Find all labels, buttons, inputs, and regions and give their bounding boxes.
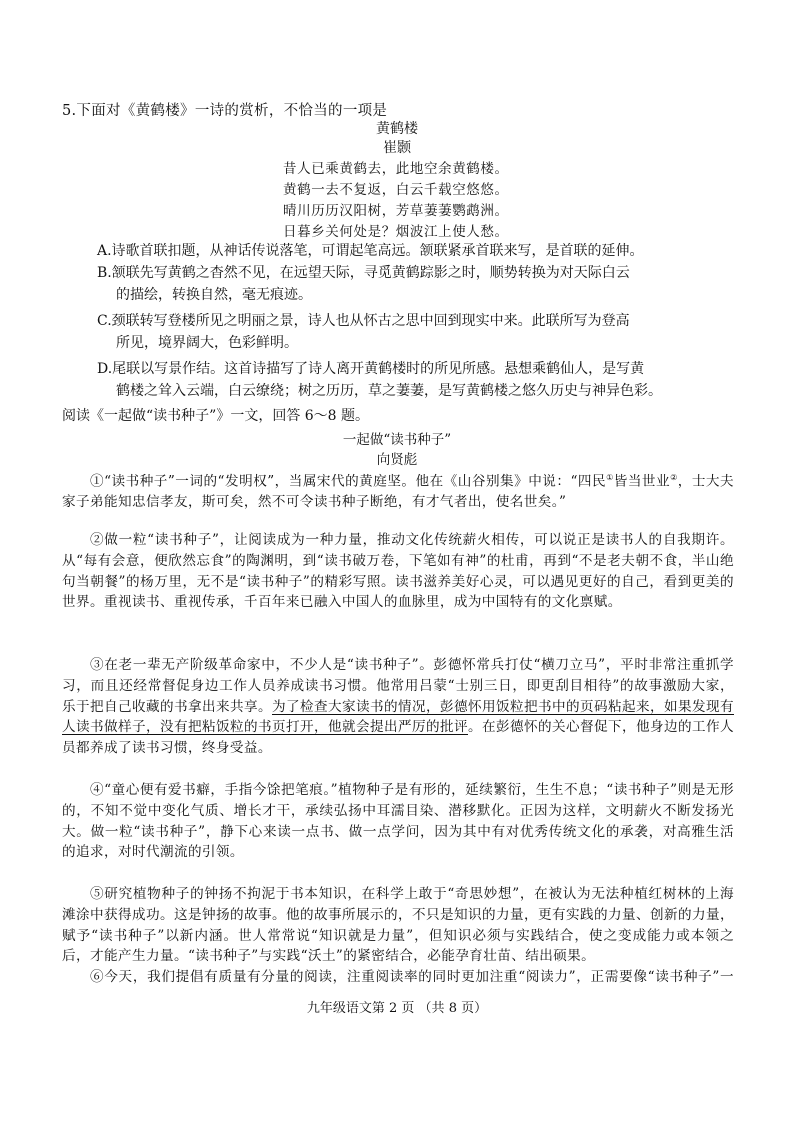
page-footer: 九年级语文第 2 页 （共 8 页）	[306, 1001, 488, 1016]
p1-c: ，士大夫家子弟能知忠信孝友，斯可矣，然不可令读书种子断绝，有才气者出，使名世矣。”	[62, 473, 734, 511]
option-a-text: A.诗歌首联扣题，从神话传说落笔，可谓起笔高远。颔联紧承首联来写，是首联的延伸。	[97, 243, 644, 259]
p3-a: ③在老一辈无产阶级革命家中，不少人是“读书种子”。彭德怀常兵打仗“横刀立马”，平时非常注重抓学习，而且还经常督促身边工作人员养成读书习惯。他常用吕蒙“士别三日，即更刮目相待”的故事激励大家，乐于把自己收藏的书拿出来共享。	[62, 657, 734, 715]
option-c-text: C.颈联转写登楼所见之明丽之景，诗人也从怀古之思中回到现实中来。此联所写为登高	[97, 313, 630, 329]
option-c	[97, 311, 737, 354]
footnote-mark-1: ①	[606, 473, 614, 482]
option-b-text-cont: 的描绘，转换自然，毫无痕迹。	[116, 286, 312, 303]
p1-b: 皆当世业	[613, 473, 671, 490]
paragraph-6	[62, 967, 734, 989]
p6-text: ⑥今天，我们提倡有质量有分量的阅读，注重阅读率的同时更加注重“阅读力”，正需要像“读书种子”一	[90, 969, 734, 985]
footnote-mark-2: ②	[670, 473, 678, 482]
option-b	[97, 263, 737, 306]
article-title: 一起做“读书种子”	[342, 432, 452, 448]
option-d-text-cont: 鹤楼之耸入云端，白云缭绕；树之历历，草之萋萋，是写黄鹤楼之悠久历史与神异色彩。	[116, 382, 662, 399]
p3-underlined-sentence: 为了检查大家读书的情况，彭德怀用饭粒把书中的页码粘起来，如果发现有人读书做样子，没有把粘饭粒的书页打开，他就会提出严厉的批评	[62, 698, 734, 736]
poem-author: 崔颢	[383, 140, 411, 156]
p3-b: 。在彭德怀的关心督促下，他身边的工作人员都养成了读书习惯，终身受益。	[62, 719, 734, 757]
poem-line: 晴川历历汉阳树，芳草萋萋鹦鹉洲。	[283, 203, 509, 219]
paragraph-2	[62, 530, 734, 613]
question-5-title: 5.下面对《黄鹤楼》一诗的赏析，不恰当的一项是	[62, 103, 388, 119]
p1-a: ①“读书种子”一词的“发明权”，当属宋代的黄庭坚。他在《山谷别集》中说：“四民	[90, 473, 607, 490]
paragraph-5	[62, 884, 734, 967]
p5-text: ⑤研究植物种子的钟扬不拘泥于书本知识，在科学上敢于“奇思妙想”，在被认为无法种植红树林的上海滩涂中获得成功。这是钟扬的故事。他的故事所展示的，不只是知识的力量，更有实践的力量、创新的力量，赋予“读书种子”以新内涵。世人常常说“知识就是力量”，但知识必须与实践结合，使之变成能力或本领之后，才能产生力量。“读书种子”与实践“沃土”的紧密结合，必能孕育壮苗、结出硕果。	[62, 886, 734, 965]
option-d-text: D.尾联以写景作结。这首诗描写了诗人离开黄鹤楼时的所见所感。悬想乘鹤仙人，是写黄	[97, 361, 645, 377]
paragraph-4	[62, 780, 734, 863]
reading-intro: 阅读《一起做“读书种子”》一文，回答 6～8 题。	[62, 408, 370, 424]
article-author: 向贤彪	[376, 452, 418, 468]
p4-text: ④“童心便有爱书癖，手指今馀把笔痕。”植物种子是有形的，延续繁衍，生生不息；“读书种子”则是无形的，不知不觉中变化气质、增长才干，承续弘扬中耳濡目染、潜移默化。正因为这样，文明薪火不断发扬光大。做一粒“读书种子”，静下心来读一点书、做一点学问，因为其中有对优秀传统文化的承袭，对高雅生活的追求，对时代潮流的引领。	[62, 782, 734, 861]
option-c-text-cont: 所见，境界阔大，色彩鲜明。	[116, 334, 298, 351]
option-a	[97, 241, 737, 263]
poem-line: 日暮乡关何处是？烟波江上使人愁。	[283, 224, 509, 240]
poem-line: 黄鹤一去不复返，白云千载空悠悠。	[283, 182, 509, 198]
paragraph-3	[62, 655, 734, 759]
option-b-text: B.颔联先写黄鹤之杳然不见，在远望天际，寻觅黄鹤踪影之时，顺势转换为对天际白云	[97, 265, 630, 281]
poem-title: 黄鹤楼	[376, 121, 418, 137]
option-d	[97, 359, 737, 402]
poem-line: 昔人已乘黄鹤去，此地空余黄鹤楼。	[283, 161, 509, 177]
paragraph-1	[62, 468, 734, 513]
p2-text: ②做一粒“读书种子”，让阅读成为一种力量，推动文化传统薪火相传，可以说正是读书人的自我期许。从“每有会意，便欣然忘食”的陶渊明，到“读书破万卷，下笔如有神”的杜甫，再到“不是老夫朝不食，半山绝句当朝餐”的杨万里，无不是“读书种子”的精彩写照。读书滋养美好心灵，可以遇见更好的自己，看到更美的世界。重视读书、重视传承，千百年来已融入中国人的血脉里，成为中国特有的文化禀赋。	[62, 532, 734, 611]
